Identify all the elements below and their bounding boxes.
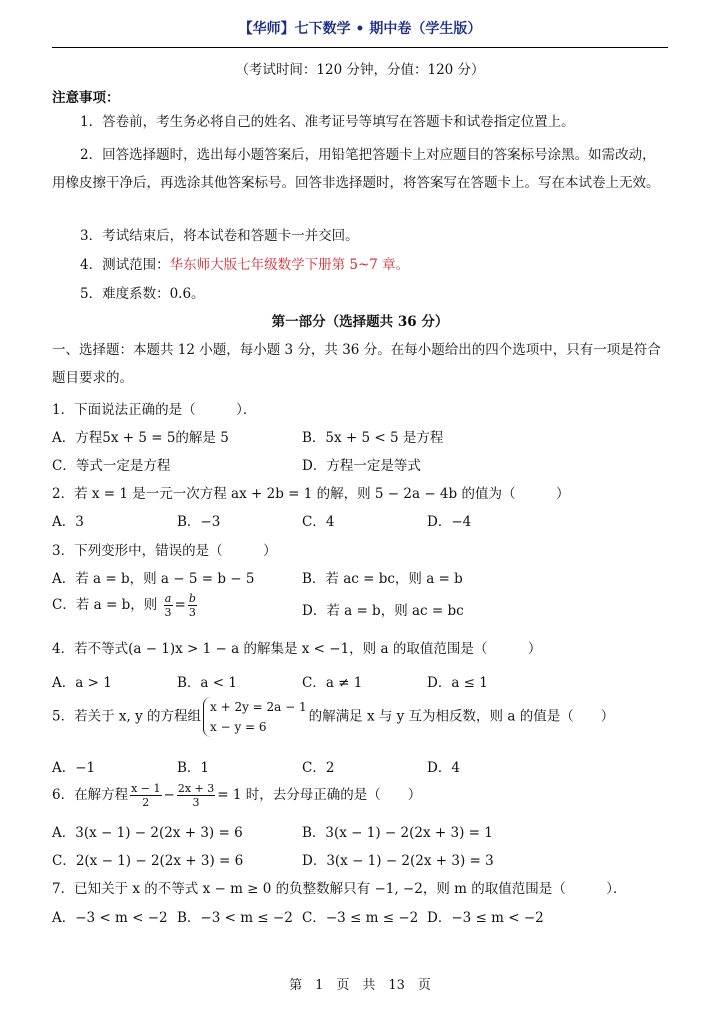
question-3-stem: 3．下列变形中，错误的是（ ） [52,543,277,559]
fraction: $\frac{2x + 3}{3}$ [177,782,215,809]
equation-system: x + 2y = 2a − 1 x − y = 6 [203,697,307,737]
q4-option-a: A．a > 1 [52,675,112,691]
notice-item-3: 3．考试结束后，将本试卷和答题卡一并交回。 [80,228,359,244]
q6-option-d: D．3(x − 1) − 2(2x + 3) = 3 [302,853,494,869]
q6-option-b: B．3(x − 1) − 2(2x + 3) = 1 [302,825,493,841]
q5-option-a: A．−1 [52,760,96,776]
q7-option-a: A．−3 < m < −2 [52,910,168,926]
q6-option-a: A．3(x − 1) − 2(2x + 3) = 6 [52,825,243,841]
q3-option-d: D．若 a = b，则 ac = bc [302,603,464,619]
notice-item-4: 4．测试范围：华东师大版七年级数学下册第 5~7 章。 [80,257,410,273]
question-5-stem: 5．若关于 x, y 的方程组 x + 2y = 2a − 1 x − y = 6 的解满足 x 与 y 互为相反数，则 a 的值是（ ） [52,697,614,737]
q3-option-b: B．若 ac = bc，则 a = b [302,571,463,587]
q3-option-c: C．若 a = b，则 $\frac{a}{3}$ = $\frac{b}{3}$ [52,592,196,619]
notice-item-2: 2．回答选择题时，选出每小题答案后，用铅笔把答题卡上对应题目的答案标号涂黑。如需改动，用橡皮擦干净后，再选涂其他答案标号。回答非选择题时，将答案写在答题卡上。写在本试卷上无效。 [52,147,660,191]
q5-option-c: C．2 [302,760,335,776]
q3-option-a: A．若 a = b，则 a − 5 = b − 5 [52,571,255,587]
notice-item-1: 1．答卷前，考生务必将自己的姓名、准考证号等填写在答题卡和试卷指定位置上。 [80,114,575,130]
notice-item-5: 5．难度系数：0.6。 [80,286,205,302]
q5-option-b: B．1 [177,760,210,776]
header-divider [52,47,668,48]
fraction: $\frac{b}{3}$ [188,592,196,619]
q1-option-a: A．方程5x + 5 = 5的解是 5 [52,430,229,446]
q1-option-d: D．方程一定是等式 [302,458,421,474]
page-header-title: 【华师】七下数学 • 期中卷（学生版） [238,21,482,37]
notice-title: 注意事项： [52,90,120,106]
fraction: $\frac{x - 1}{2}$ [131,782,161,809]
test-range: 华东师大版七年级数学下册第 5~7 章。 [169,257,410,273]
fraction: $\frac{a}{3}$ [164,592,172,619]
q7-option-d: D．−3 ≤ m < −2 [427,910,544,926]
section-title: 第一部分（选择题共 36 分） [271,314,449,330]
exam-meta: （考试时间：120 分钟，分值：120 分） [235,62,485,78]
q2-option-a: A．3 [52,514,84,530]
q4-option-c: C．a ≠ 1 [302,675,363,691]
question-4-stem: 4．若不等式(a − 1)x > 1 − a 的解集是 x < −1，则 a 的取值范围是（ ） [52,641,542,657]
q2-option-d: D．−4 [427,514,472,530]
q4-option-b: B．a < 1 [177,675,237,691]
section-intro: 一、选择题：本题共 12 小题，每小题 3 分，共 36 分。在每小题给出的四个选项中，只有一项是符合题目要求的。 [52,342,661,386]
question-1-stem: 1．下面说法正确的是（ ）． [52,402,257,418]
q1-option-b: B．5x + 5 < 5 是方程 [302,430,444,446]
q2-option-c: C．4 [302,514,335,530]
q2-option-b: B．−3 [177,514,221,530]
page-footer: 第 1 页 共 13 页 [289,978,431,993]
q7-option-b: B．−3 < m ≤ −2 [177,910,293,926]
question-7-stem: 7．已知关于 x 的不等式 x − m ≥ 0 的负整数解只有 −1, −2，则 m 的取值范围是（ ）． [52,881,627,897]
q4-option-d: D．a ≤ 1 [427,675,488,691]
q5-option-d: D．4 [427,760,460,776]
q7-option-c: C．−3 ≤ m ≤ −2 [302,910,419,926]
question-6-stem: 6．在解方程 $\frac{x - 1}{2}$ − $\frac{2x + 3}{3}$ = 1 时，去分母正确的是（ ） [52,782,422,809]
q1-option-c: C．等式一定是方程 [52,458,171,474]
q6-option-c: C．2(x − 1) − 2(2x + 3) = 6 [52,853,244,869]
question-2-stem: 2．若 x = 1 是一元一次方程 ax + 2b = 1 的解，则 5 − 2a − 4b 的值为（ ） [52,486,570,502]
